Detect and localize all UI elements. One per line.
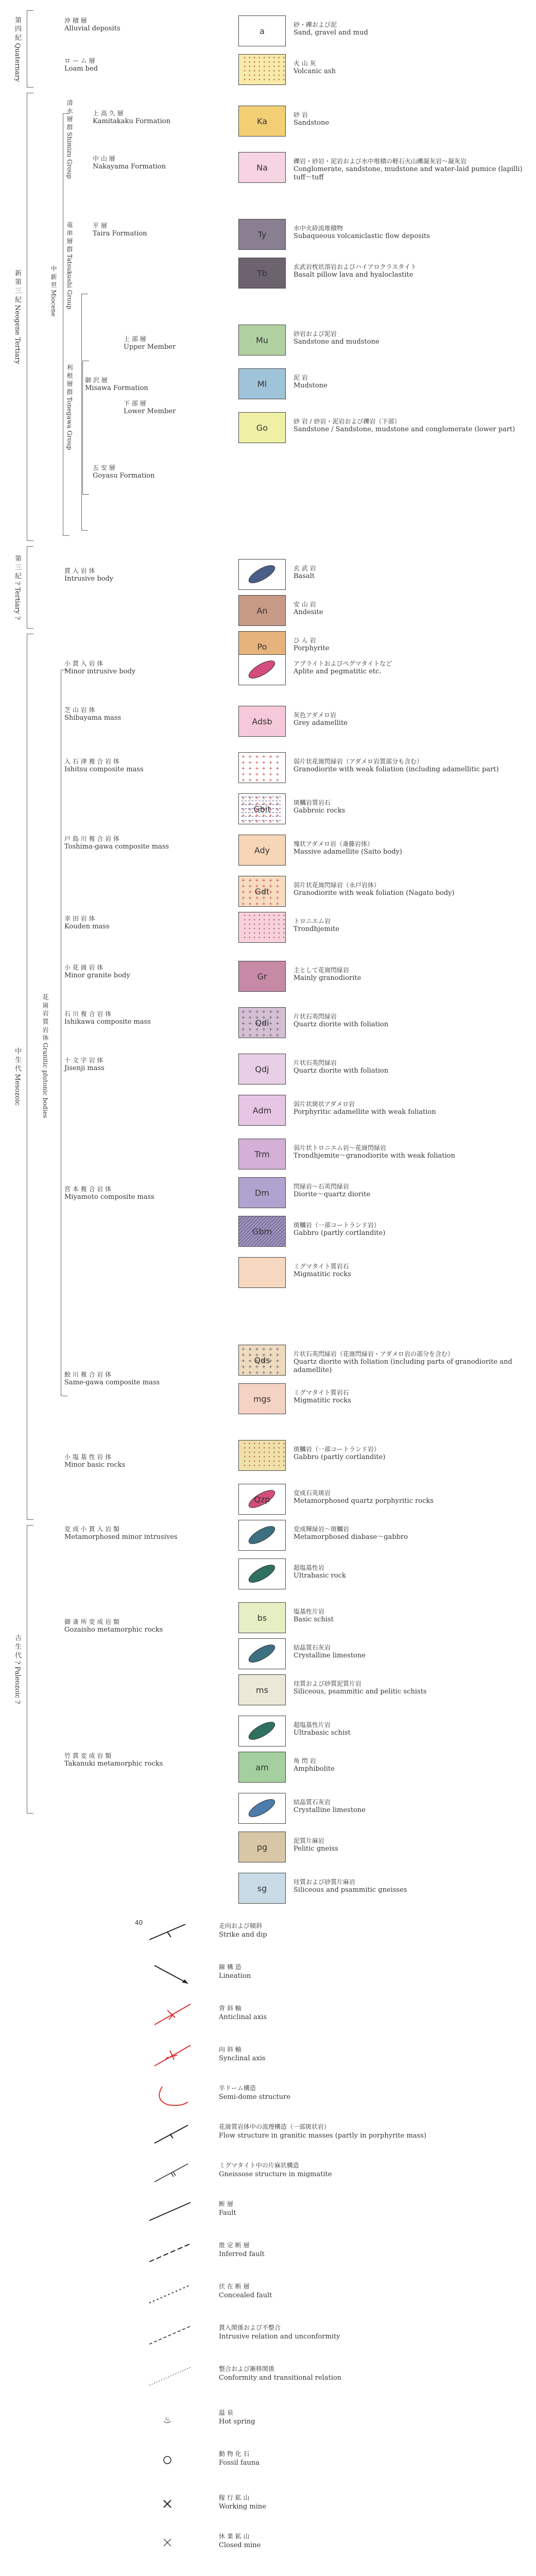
swatch-symbol: Gbm xyxy=(252,1226,272,1236)
legend-swatch-gozaisho2 xyxy=(238,1638,286,1669)
legend-desc-metaminor3: 超塩基性岩 Ultrabasic rock xyxy=(293,1564,346,1580)
era-paleozoic: 古 生 代 ? Paleozoic ? xyxy=(13,1634,21,1704)
legend-swatch-loam xyxy=(238,54,286,85)
symbol-desc-fossil: 動 物 化 石 Fossil fauna xyxy=(219,2450,260,2467)
legend-swatch-minorgranite xyxy=(238,961,286,992)
unit-name-minorintrusive: 小 貫 入 岩 体 Minor intrusive body xyxy=(64,660,136,675)
legend-desc-ishikawa: 片状石英閃緑岩 Quartz diorite with foliation xyxy=(293,1013,389,1028)
legend-swatch-metaminor2 xyxy=(238,1520,286,1551)
era-mesozoic: 中 生 代 Mesozoic xyxy=(13,1047,21,1106)
swatch-symbol: Dm xyxy=(255,1188,269,1198)
symbol-desc-fault: 断 層 Fault xyxy=(219,2200,236,2217)
swatch-symbol: Qdj xyxy=(255,1064,269,1074)
legend-desc-andesite: 安 山 岩 Andesite xyxy=(293,601,323,616)
legend-desc-miyamoto4: 斑糲岩（一部コートランド岩） Gabbro (partly cortlandite) xyxy=(293,1222,386,1237)
legend-swatch-miyamoto2 xyxy=(238,1139,286,1170)
map-symbol-intrusive xyxy=(129,2318,211,2349)
legend-desc-loam: 火 山 灰 Volcanic ash xyxy=(293,60,336,75)
legend-swatch-metaminor1 xyxy=(238,1484,286,1515)
legend-swatch-alluvial xyxy=(238,15,286,46)
swatch-symbol: mgs xyxy=(253,1394,271,1404)
legend-desc-ishitsu1: 弱片状花崗閃緑岩（アダメロ岩質部分も含む） Granodiorite with weak foliation (including adamellitic part) xyxy=(293,758,499,773)
swatch-symbol: Gdt xyxy=(254,886,270,896)
legend-swatch-takanuki1 xyxy=(238,1716,286,1747)
legend-swatch-minorbasic xyxy=(238,1440,286,1471)
symbol-desc-strike: 走向および傾斜 Strike and dip xyxy=(219,1922,267,1939)
legend-desc-shibayama: 灰色アダメロ岩 Grey adamellite xyxy=(293,711,348,727)
unit-name-upper: 上 部 層 Upper Member xyxy=(124,335,176,351)
legend-desc-nakayama: 礫岩・砂岩・泥岩および水中堆積の軽石火山礫凝灰岩〜凝灰岩 Conglomerate, sandstone, mudstone and water-laid pumice (lapilli) tuff〜tuff xyxy=(293,158,523,181)
legend-desc-goyasu: 砂 岩 / 砂岩・泥岩および礫岩（下部） Sandstone / Sandstone, mudstone and conglomerate (lower part) xyxy=(293,418,515,433)
unit-name-samegawa: 鮫 川 複 合 岩 体 Same-gawa composite mass xyxy=(64,1371,160,1386)
unit-name-lower: 下 部 層 Lower Member xyxy=(124,400,176,415)
legend-swatch-minorintrusive xyxy=(238,654,286,685)
group-shimizu: 清 水 層 群 Shimizu Group xyxy=(66,99,73,179)
swatch-symbol: Tb xyxy=(257,268,267,278)
map-symbol-closed xyxy=(129,2527,211,2558)
unit-name-toshima: 戸 島 川 複 合 岩 体 Toshima-gawa composite mass xyxy=(64,835,169,851)
unit-name-kouden: 幸 田 岩 体 Kouden mass xyxy=(64,915,110,930)
legend-swatch-jisenji xyxy=(238,1054,286,1084)
legend-desc-gozaisho1: 塩基性片岩 Basic schist xyxy=(293,1608,334,1623)
symbol-desc-anticline: 背 斜 軸 Anticlinal axis xyxy=(219,2005,267,2021)
swatch-symbol: Ml xyxy=(257,379,267,389)
legend-desc-toshima1: 塊状アダメロ岩（斎藤岩体） Massive adamellite (Saito body) xyxy=(293,840,403,856)
swatch-symbol: Qdi xyxy=(255,1018,269,1028)
swatch-symbol: Trm xyxy=(254,1149,270,1159)
legend-swatch-miyamoto5 xyxy=(238,1257,286,1288)
swatch-symbol: a xyxy=(260,26,265,36)
group-tonegawa: 利 根 層 群 Tonegawa Group xyxy=(66,364,73,450)
unit-name-miyamoto: 宮 本 複 合 岩 体 Miyamoto composite mass xyxy=(64,1185,154,1201)
legend-swatch-upper xyxy=(238,325,286,355)
symbol-desc-concealed: 伏 在 断 層 Concealed fault xyxy=(219,2283,272,2299)
unit-name-minorgranite: 小 花 崗 岩 体 Minor granite body xyxy=(64,964,130,979)
unit-name-gozaisho: 御 斎 所 変 成 岩 類 Gozaisho metamorphic rocks xyxy=(64,1618,163,1634)
swatch-symbol: Qds xyxy=(254,1355,270,1365)
legend-desc-miyamoto2: 弱片状トロニエム岩〜花崗閃緑岩 Trondhjemite〜granodiorite with weak foliation xyxy=(293,1144,455,1160)
swatch-symbol: Na xyxy=(256,162,268,173)
map-symbol-hotspring xyxy=(129,2403,211,2434)
group-tatsukushi: 竜 串 層 群 Tatsukushi Group xyxy=(66,221,73,310)
map-symbol-conformity xyxy=(129,2360,211,2391)
unit-name-nakayama: 中 山 層 Nakayama Formation xyxy=(93,155,166,171)
legend-desc-takanuki4: 泥質片麻岩 Pelitic gneiss xyxy=(293,1837,338,1853)
unit-name-goyasu: 五 安 層 Goyasu Formation xyxy=(93,464,155,480)
legend-swatch-takanuki3 xyxy=(238,1793,286,1824)
map-symbol-flow xyxy=(129,2117,211,2148)
legend-swatch-shibayama xyxy=(238,706,286,737)
swatch-symbol: Ka xyxy=(256,116,267,126)
swatch-symbol: sg xyxy=(257,1883,267,1893)
symbol-desc-inferred: 推 定 断 層 Inferred fault xyxy=(219,2242,265,2258)
symbol-desc-hotspring: 温 泉 Hot spring xyxy=(219,2409,255,2426)
unit-name-jisenji: 十 文 字 岩 体 Jisenji mass xyxy=(64,1057,105,1072)
unit-name-ishikawa: 石 川 複 合 岩 体 Ishikawa composite mass xyxy=(64,1010,151,1026)
swatch-symbol: Gbit xyxy=(253,804,271,814)
swatch-symbol: Ady xyxy=(254,845,270,855)
legend-swatch-kamitakaku xyxy=(238,106,286,137)
legend-swatch-takanuki2 xyxy=(238,1752,286,1783)
legend-swatch-miyamoto4 xyxy=(238,1216,286,1247)
epoch-miocene: 中 新 世 Miocene xyxy=(50,265,57,317)
map-symbol-fossil xyxy=(129,2445,211,2476)
unit-name-alluvial: 沖 積 層 Alluvial deposits xyxy=(64,17,120,32)
unit-name-intrusive: 貫 入 岩 体 Intrusive body xyxy=(64,567,114,583)
legend-swatch-lower xyxy=(238,368,286,399)
symbol-desc-conformity: 整合および漸移関係 Conformity and transitional relation xyxy=(219,2365,342,2382)
swatch-symbol: pg xyxy=(256,1842,268,1852)
legend-swatch-ishitsu2 xyxy=(238,793,286,824)
legend-desc-minorintrusive: アプライトおよびペグマタイトなど Aplite and pegmatitic etc. xyxy=(293,660,392,675)
legend-swatch-metaminor3 xyxy=(238,1558,286,1589)
legend-swatch-taira1 xyxy=(238,219,286,250)
swatch-symbol: An xyxy=(256,605,268,616)
swatch-symbol: Adm xyxy=(252,1105,272,1115)
legend-desc-gozaisho3: 珪質および砂質泥質片岩 Siliceous, psammitic and pelitic schists xyxy=(293,1680,427,1696)
legend-swatch-toshima1 xyxy=(238,835,286,866)
symbol-desc-working: 稼 行 鉱 山 Working mine xyxy=(219,2494,266,2511)
legend-swatch-miyamoto1 xyxy=(238,1095,286,1126)
era-tertiary: 第 三 紀 ? Tertiary ? xyxy=(13,555,21,620)
era-quaternary: 第 四 紀 Quaternary xyxy=(13,16,21,82)
swatch-symbol: Adsb xyxy=(252,716,272,726)
legend-desc-taira1: 水中火砕流堆積物 Subaqueous volcaniclastic flow deposits xyxy=(293,225,430,240)
swatch-symbol: ms xyxy=(256,1685,268,1695)
unit-name-metaminor: 変 成 小 貫 入 岩 類 Metamorphosed minor intrusives xyxy=(64,1526,178,1541)
unit-name-taira: 平 層 Taira Formation xyxy=(93,222,147,238)
legend-desc-samegawa2: ミグマタイト質岩石 Migmatitic rocks xyxy=(293,1389,351,1404)
legend-swatch-nakayama xyxy=(238,152,286,183)
legend-swatch-goyasu xyxy=(238,412,286,443)
legend-desc-takanuki3: 結晶質石灰岩 Crystalline limestone xyxy=(293,1799,366,1814)
unit-name-loam: ロ ー ム 層 Loam bed xyxy=(64,57,98,73)
map-symbol-syncline xyxy=(129,2040,211,2071)
map-symbol-anticline xyxy=(129,1999,211,2030)
symbol-desc-intrusive: 貫入関係および不整合 Intrusive relation and unconformity xyxy=(219,2324,340,2341)
map-symbol-fault xyxy=(129,2195,211,2226)
map-symbol-semidome xyxy=(129,2079,211,2110)
unit-name-ishitsu: 入 石 津 複 合 岩 体 Ishitsu composite mass xyxy=(64,758,144,773)
group-bracket xyxy=(81,294,82,531)
legend-swatch-takanuki4 xyxy=(238,1832,286,1862)
legend-desc-takanuki2: 角 閃 岩 Amphibolite xyxy=(293,1757,335,1773)
unit-name-minorbasic: 小 塩 基 性 岩 体 Minor basic rocks xyxy=(64,1453,126,1469)
legend-desc-minorgranite: 主として花崗閃緑岩 Mainly granodiorite xyxy=(293,967,361,982)
legend-swatch-taira2 xyxy=(238,258,286,289)
legend-desc-gozaisho2: 結晶質石灰岩 Crystalline limestone xyxy=(293,1644,366,1659)
group-bracket xyxy=(82,361,83,495)
unit-name-shibayama: 芝 山 岩 体 Shibayama mass xyxy=(64,706,122,722)
legend-desc-toshima2: 弱片状花崗閃緑岩（永戸岩体） Granodiorite with weak foliation (Nagato body) xyxy=(293,882,455,897)
unit-name-takanuki: 竹 貫 変 成 岩 類 Takanuki metamorphic rocks xyxy=(64,1752,163,1768)
legend-desc-upper: 砂岩および泥岩 Sandstone and mudstone xyxy=(293,330,379,346)
swatch-symbol: Qzp xyxy=(254,1494,270,1504)
map-symbol-lineation xyxy=(129,1958,211,1989)
legend-swatch-ishikawa xyxy=(238,1007,286,1038)
legend-swatch-gozaisho1 xyxy=(238,1602,286,1633)
legend-desc-miyamoto5: ミグマタイト質岩石 Migmatitic rocks xyxy=(293,1263,351,1278)
symbol-code-strike: 40 xyxy=(135,1919,143,1926)
legend-desc-takanuki1: 超塩基性片岩 Ultrabasic schist xyxy=(293,1721,351,1737)
legend-swatch-miyamoto3 xyxy=(238,1177,286,1208)
group-misawa: 御 沢 層 Misawa Formation xyxy=(85,377,148,392)
swatch-symbol: Go xyxy=(256,422,268,433)
legend-desc-miyamoto1: 弱片状斑状アダメロ岩 Porphyritic adamellite with weak foliation xyxy=(293,1100,436,1116)
legend-swatch-ishitsu1 xyxy=(238,752,286,783)
symbol-desc-gneissose: ミグマタイト中の片麻状構造 Gneissose structure in migmatite xyxy=(219,2162,332,2178)
legend-swatch-samegawa2 xyxy=(238,1383,286,1414)
group-granitic: 花 崗 岩 質 岩 体 Granitic plutonic bodies xyxy=(42,994,49,1118)
legend-desc-taira2: 玄武岩枕状溶岩およびハイアロクラスタイト Basalt pillow lava and hyaloclastite xyxy=(293,263,417,279)
swatch-symbol: Mu xyxy=(256,335,268,345)
swatch-symbol: am xyxy=(255,1762,269,1772)
symbol-desc-flow: 花崗質岩体中の流理構造（一部斑状岩） Flow structure in granitic masses (partly in porphyrite mass) xyxy=(219,2123,427,2140)
legend-desc-alluvial: 砂・礫および泥 Sand, gravel and mud xyxy=(293,21,368,37)
swatch-symbol: bs xyxy=(257,1613,267,1623)
legend-desc-ishitsu2: 斑糲岩質岩石 Gabbroic rocks xyxy=(293,799,345,815)
legend-swatch-basalt xyxy=(238,559,286,590)
legend-desc-kamitakaku: 砂 岩 Sandstone xyxy=(293,111,330,127)
legend-swatch-toshima2 xyxy=(238,876,286,907)
unit-name-kamitakaku: 上 高 久 層 Kamitakaku Formation xyxy=(93,110,170,125)
legend-desc-samegawa1: 片状石英閃緑岩（花崗閃緑岩・アダメロ岩の部分を含む） Quartz diorite with foliation (including parts of granodiorite and adamellite) xyxy=(293,1350,512,1374)
svg-text:♨: ♨ xyxy=(163,2415,172,2426)
legend-desc-porphyrite: ひ ん 岩 Porphyrite xyxy=(293,637,330,652)
map-symbol-gneissose xyxy=(129,2156,211,2187)
map-symbol-working xyxy=(129,2488,211,2519)
legend-swatch-samegawa1 xyxy=(238,1345,286,1376)
legend-desc-kouden: トロニエム岩 Trondhjemite xyxy=(293,918,339,933)
swatch-symbol: Po xyxy=(257,641,267,652)
symbol-desc-semidome: 半ドーム構造 Semi-dome structure xyxy=(219,2084,291,2101)
symbol-desc-syncline: 向 斜 軸 Synclinal axis xyxy=(219,2046,266,2062)
legend-swatch-kouden xyxy=(238,912,286,943)
map-symbol-inferred xyxy=(129,2236,211,2267)
legend-swatch-gozaisho3 xyxy=(238,1674,286,1705)
swatch-symbol: Gr xyxy=(257,971,267,981)
map-symbol-concealed xyxy=(129,2277,211,2308)
legend-desc-miyamoto3: 閃緑岩〜石英閃緑岩 Diorite〜quartz diorite xyxy=(293,1183,371,1198)
legend-desc-lower: 泥 岩 Mudstone xyxy=(293,374,327,389)
legend-desc-takanuki5: 珪質および砂質片麻岩 Siliceous and psammitic gneisses xyxy=(293,1878,407,1894)
legend-desc-jisenji: 片状石英閃緑岩 Quartz diorite with foliation xyxy=(293,1059,389,1075)
symbol-desc-lineation: 線 構 造 Lineation xyxy=(219,1963,251,1980)
symbol-desc-closed: 休 業 鉱 山 Closed mine xyxy=(219,2533,261,2549)
legend-desc-minorbasic: 斑糲岩（一部コートランド岩） Gabbro (partly cortlandite) xyxy=(293,1446,386,1461)
swatch-symbol: Ty xyxy=(257,229,267,240)
legend-swatch-takanuki5 xyxy=(238,1873,286,1904)
legend-desc-basalt: 玄 武 岩 Basalt xyxy=(293,565,316,580)
legend-swatch-andesite xyxy=(238,595,286,626)
era-neogene: 新 第 三 紀 Neogene Tertiary xyxy=(13,269,21,364)
legend-desc-metaminor2: 変成輝緑岩〜斑糲岩 Metamorphosed diabase〜gabbro xyxy=(293,1526,408,1541)
legend-desc-metaminor1: 変成石英斑岩 Metamorphosed quartz porphyritic rocks xyxy=(293,1489,434,1505)
